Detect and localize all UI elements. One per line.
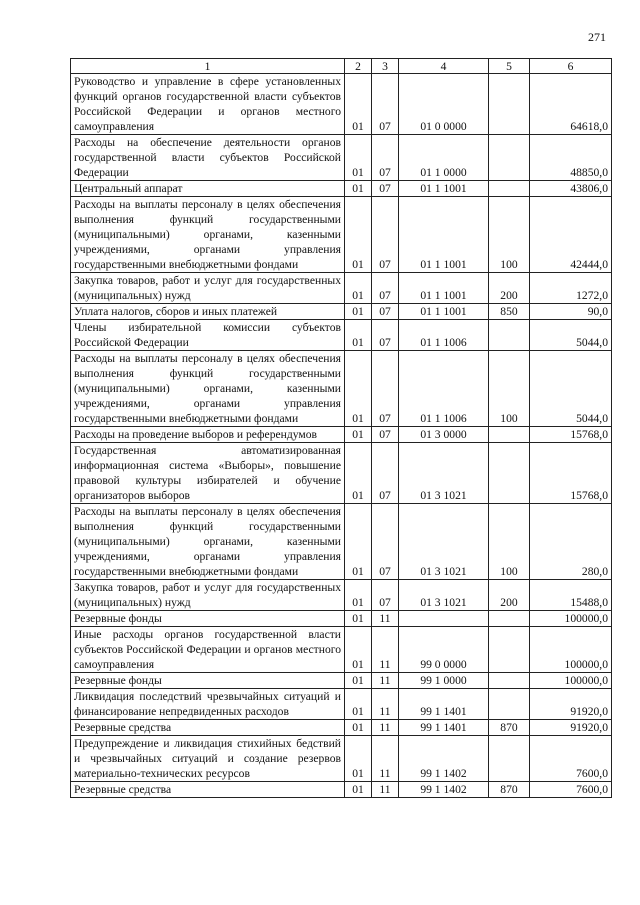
row-target-article: 01 3 1021 bbox=[399, 443, 489, 504]
header-row bbox=[71, 59, 612, 74]
row-amount: 280,0 bbox=[530, 504, 612, 580]
row-subsection: 07 bbox=[372, 351, 399, 427]
row-expense-type bbox=[489, 320, 530, 351]
budget-table bbox=[70, 58, 612, 798]
row-expense-type bbox=[489, 673, 530, 689]
row-section: 01 bbox=[345, 304, 372, 320]
table-row bbox=[71, 304, 612, 320]
table-row bbox=[71, 273, 612, 304]
row-target-article: 01 1 1001 bbox=[399, 304, 489, 320]
row-expense-type: 200 bbox=[489, 580, 530, 611]
row-section: 01 bbox=[345, 427, 372, 443]
row-target-article: 01 1 1001 bbox=[399, 273, 489, 304]
row-section: 01 bbox=[345, 504, 372, 580]
table-row bbox=[71, 504, 612, 580]
row-name: Центральный аппарат bbox=[71, 181, 345, 197]
row-expense-type: 100 bbox=[489, 197, 530, 273]
row-amount: 42444,0 bbox=[530, 197, 612, 273]
row-name: Государственная автоматизированная информационная система «Выборы», повышение правовой культуры избирателей и обучение организаторов выборов bbox=[71, 443, 345, 504]
row-name: Ликвидация последствий чрезвычайных ситуаций и финансирование непредвиденных расходов bbox=[71, 689, 345, 720]
row-section: 01 bbox=[345, 736, 372, 782]
row-name: Расходы на обеспечение деятельности органов государственной власти субъектов Российской Федерации bbox=[71, 135, 345, 181]
table-row bbox=[71, 673, 612, 689]
row-section: 01 bbox=[345, 580, 372, 611]
row-subsection: 07 bbox=[372, 135, 399, 181]
row-target-article: 99 1 1402 bbox=[399, 782, 489, 798]
header-cell-section: 2 bbox=[345, 59, 372, 74]
header-cell-name: 1 bbox=[71, 59, 345, 74]
row-target-article: 01 1 0000 bbox=[399, 135, 489, 181]
table-row bbox=[71, 627, 612, 673]
row-amount: 43806,0 bbox=[530, 181, 612, 197]
page-number: 271 bbox=[588, 30, 606, 44]
table-row bbox=[71, 782, 612, 798]
row-name: Руководство и управление в сфере установленных функций органов государственной власти субъектов Российской Федерации и органов местного самоуправления bbox=[71, 74, 345, 135]
row-expense-type bbox=[489, 736, 530, 782]
row-target-article: 01 0 0000 bbox=[399, 74, 489, 135]
header-cell-target-article: 4 bbox=[399, 59, 489, 74]
row-subsection: 07 bbox=[372, 504, 399, 580]
row-expense-type: 870 bbox=[489, 782, 530, 798]
row-section: 01 bbox=[345, 627, 372, 673]
row-amount: 1272,0 bbox=[530, 273, 612, 304]
row-name: Резервные фонды bbox=[71, 673, 345, 689]
header-cell-amount: 6 bbox=[530, 59, 612, 74]
row-subsection: 11 bbox=[372, 782, 399, 798]
row-section: 01 bbox=[345, 351, 372, 427]
row-amount: 15768,0 bbox=[530, 427, 612, 443]
row-subsection: 11 bbox=[372, 736, 399, 782]
row-target-article: 01 1 1001 bbox=[399, 197, 489, 273]
row-subsection: 07 bbox=[372, 197, 399, 273]
row-amount: 100000,0 bbox=[530, 627, 612, 673]
row-amount: 48850,0 bbox=[530, 135, 612, 181]
row-amount: 15488,0 bbox=[530, 580, 612, 611]
row-section: 01 bbox=[345, 181, 372, 197]
header-cell-subsection: 3 bbox=[372, 59, 399, 74]
row-subsection: 11 bbox=[372, 720, 399, 736]
row-target-article: 99 0 0000 bbox=[399, 627, 489, 673]
row-name: Расходы на выплаты персоналу в целях обеспечения выполнения функций государственными (муниципальными) органами, казенными учреждениями, органами управления государственными внебюджетными фондами bbox=[71, 351, 345, 427]
row-target-article: 99 1 0000 bbox=[399, 673, 489, 689]
row-subsection: 07 bbox=[372, 320, 399, 351]
row-section: 01 bbox=[345, 320, 372, 351]
table-row bbox=[71, 197, 612, 273]
row-target-article: 01 3 0000 bbox=[399, 427, 489, 443]
row-section: 01 bbox=[345, 74, 372, 135]
row-expense-type bbox=[489, 181, 530, 197]
table-row bbox=[71, 611, 612, 627]
row-name: Члены избирательной комиссии субъектов Российской Федерации bbox=[71, 320, 345, 351]
row-section: 01 bbox=[345, 673, 372, 689]
row-subsection: 07 bbox=[372, 443, 399, 504]
row-name: Уплата налогов, сборов и иных платежей bbox=[71, 304, 345, 320]
row-subsection: 11 bbox=[372, 627, 399, 673]
table-row bbox=[71, 181, 612, 197]
row-name: Расходы на выплаты персоналу в целях обеспечения выполнения функций государственными (муниципальными) органами, казенными учреждениями, органами управления государственными внебюджетными фондами bbox=[71, 504, 345, 580]
table-row bbox=[71, 736, 612, 782]
row-subsection: 11 bbox=[372, 611, 399, 627]
row-expense-type bbox=[489, 627, 530, 673]
row-subsection: 07 bbox=[372, 427, 399, 443]
table-row bbox=[71, 320, 612, 351]
row-amount: 64618,0 bbox=[530, 74, 612, 135]
row-expense-type: 100 bbox=[489, 504, 530, 580]
row-subsection: 07 bbox=[372, 74, 399, 135]
header-cell-expense-type: 5 bbox=[489, 59, 530, 74]
row-section: 01 bbox=[345, 782, 372, 798]
table-row bbox=[71, 443, 612, 504]
row-section: 01 bbox=[345, 443, 372, 504]
row-name: Предупреждение и ликвидация стихийных бедствий и чрезвычайных ситуаций и создание резервов материально-технических ресурсов bbox=[71, 736, 345, 782]
row-amount: 100000,0 bbox=[530, 673, 612, 689]
table-row bbox=[71, 74, 612, 135]
row-target-article: 01 3 1021 bbox=[399, 504, 489, 580]
table-row bbox=[71, 351, 612, 427]
row-name: Резервные фонды bbox=[71, 611, 345, 627]
row-amount: 91920,0 bbox=[530, 720, 612, 736]
table-row bbox=[71, 720, 612, 736]
row-target-article bbox=[399, 611, 489, 627]
row-section: 01 bbox=[345, 273, 372, 304]
row-name: Расходы на выплаты персоналу в целях обеспечения выполнения функций государственными (муниципальными) органами, казенными учреждениями, органами управления государственными внебюджетными фондами bbox=[71, 197, 345, 273]
row-target-article: 01 1 1006 bbox=[399, 320, 489, 351]
row-section: 01 bbox=[345, 720, 372, 736]
row-name: Закупка товаров, работ и услуг для государственных (муниципальных) нужд bbox=[71, 273, 345, 304]
row-target-article: 99 1 1402 bbox=[399, 736, 489, 782]
row-subsection: 07 bbox=[372, 580, 399, 611]
row-expense-type: 870 bbox=[489, 720, 530, 736]
table-row bbox=[71, 689, 612, 720]
row-amount: 7600,0 bbox=[530, 736, 612, 782]
row-expense-type: 100 bbox=[489, 351, 530, 427]
row-expense-type: 850 bbox=[489, 304, 530, 320]
row-subsection: 11 bbox=[372, 689, 399, 720]
row-section: 01 bbox=[345, 197, 372, 273]
row-expense-type bbox=[489, 427, 530, 443]
row-expense-type: 200 bbox=[489, 273, 530, 304]
row-name: Иные расходы органов государственной власти субъектов Российской Федерации и органов местного самоуправления bbox=[71, 627, 345, 673]
row-subsection: 07 bbox=[372, 304, 399, 320]
row-section: 01 bbox=[345, 135, 372, 181]
table-row bbox=[71, 135, 612, 181]
row-expense-type bbox=[489, 689, 530, 720]
row-amount: 100000,0 bbox=[530, 611, 612, 627]
row-name: Закупка товаров, работ и услуг для государственных (муниципальных) нужд bbox=[71, 580, 345, 611]
row-amount: 90,0 bbox=[530, 304, 612, 320]
row-target-article: 99 1 1401 bbox=[399, 689, 489, 720]
row-amount: 7600,0 bbox=[530, 782, 612, 798]
row-expense-type bbox=[489, 443, 530, 504]
row-target-article: 01 1 1001 bbox=[399, 181, 489, 197]
row-amount: 5044,0 bbox=[530, 320, 612, 351]
row-name: Резервные средства bbox=[71, 720, 345, 736]
row-section: 01 bbox=[345, 689, 372, 720]
row-subsection: 07 bbox=[372, 181, 399, 197]
table-row bbox=[71, 427, 612, 443]
row-target-article: 01 1 1006 bbox=[399, 351, 489, 427]
row-name: Расходы на проведение выборов и референдумов bbox=[71, 427, 345, 443]
row-subsection: 11 bbox=[372, 673, 399, 689]
row-expense-type bbox=[489, 135, 530, 181]
row-target-article: 99 1 1401 bbox=[399, 720, 489, 736]
row-amount: 5044,0 bbox=[530, 351, 612, 427]
row-expense-type bbox=[489, 611, 530, 627]
row-target-article: 01 3 1021 bbox=[399, 580, 489, 611]
row-section: 01 bbox=[345, 611, 372, 627]
row-expense-type bbox=[489, 74, 530, 135]
row-name: Резервные средства bbox=[71, 782, 345, 798]
table-row bbox=[71, 580, 612, 611]
row-amount: 91920,0 bbox=[530, 689, 612, 720]
row-subsection: 07 bbox=[372, 273, 399, 304]
row-amount: 15768,0 bbox=[530, 443, 612, 504]
